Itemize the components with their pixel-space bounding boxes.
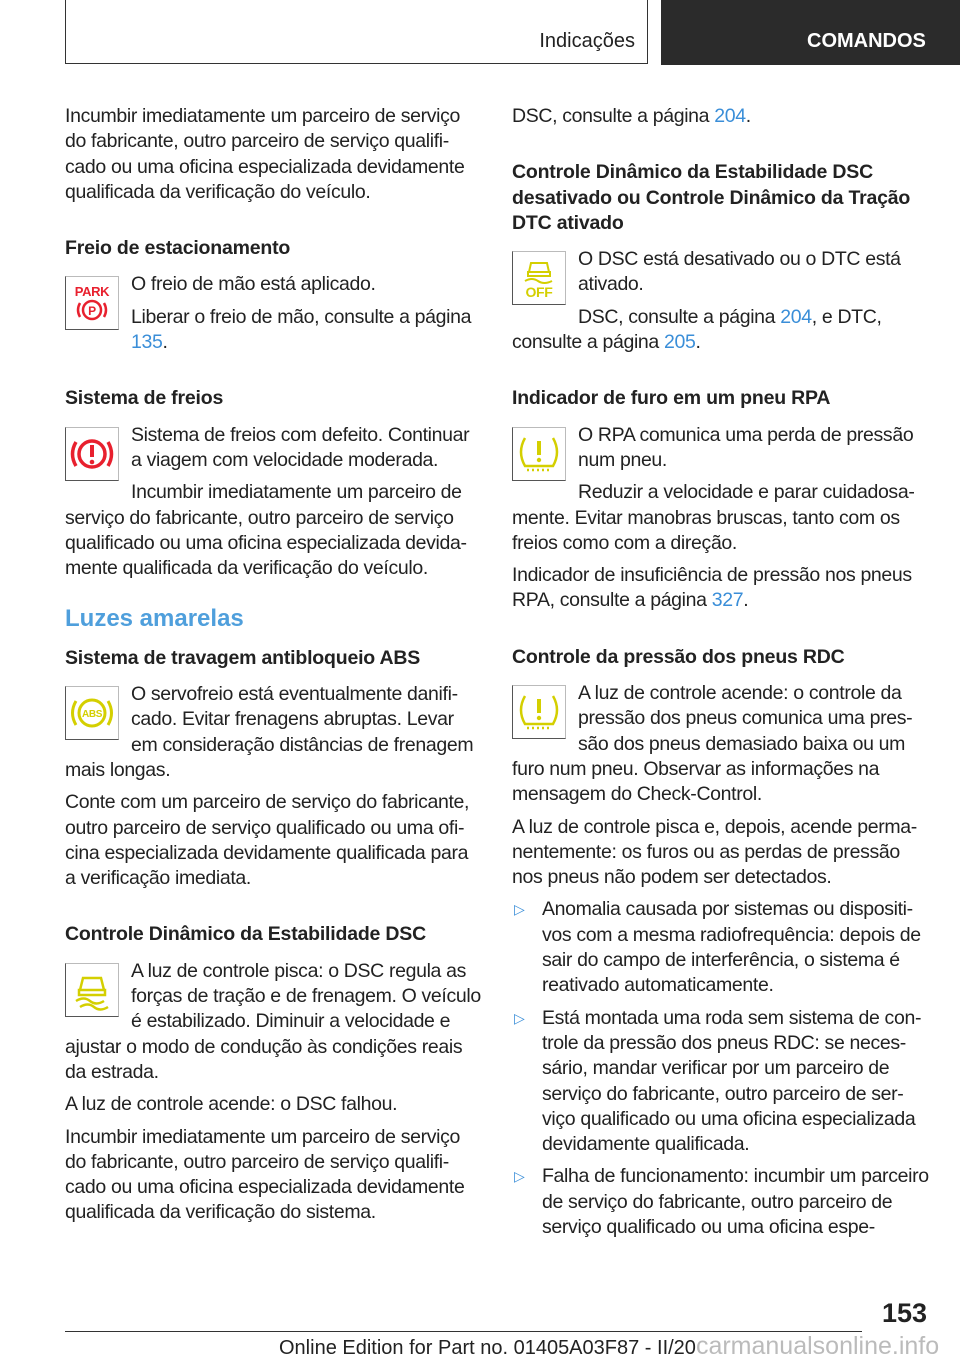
section-title: Indicações [539,30,635,52]
right-intro [512,104,930,136]
intro-paragraph [65,104,483,212]
page-link[interactable]: 135 [131,331,163,354]
section-heading: Freio de estacionamento [65,237,291,260]
dsc-icon [65,963,119,1017]
brakes-section [65,386,483,588]
right-column [512,104,930,1247]
paragraph: Incumbir imediatamente um parceiro de serviço do fabricante, outro parceiro de serviço qualificado ou uma oficina especializada devidamente qualificada da verificação do veículo. [65,105,465,203]
left-column [65,104,483,1233]
section-heading: Controle Dinâmico da Estabilidade DSC desativado ou Controle Dinâmico da Tração DTC ativado [512,161,911,234]
list-item: ▷ Está montada uma roda sem sistema de controle da pressão dos pneus RDC: se necessário, mandar verificar por um parceiro de serviço do fabricante, outro parceiro de serviço qualificado ou uma oficina especializada devidamente qualificada. [514,1006,922,1156]
page-link[interactable]: 204 [714,105,746,127]
paragraph: O RPA comunica uma perda de pressão num pneu. [578,423,914,471]
tire-pressure-icon [512,427,566,481]
park-section [65,236,483,362]
yellow-lights-heading-wrap [65,606,483,631]
paragraph: Incumbir imediatamente um parceiro de serviço do fabricante, outro parceiro de serviço qualificado ou uma oficina especializada devidamente qualificada da verificação do sistema. [65,1125,465,1224]
park-brake-icon [65,276,119,330]
svg-text:PARK: PARK [74,284,110,300]
paragraph: A luz de controle pisca: o DSC regula as forças de tração e de frenagem. O veículo é estabilizado. Diminuir a velocidade e ajustar o modo de condução às condições reais da estrada. [65,959,481,1083]
chapter-heading: Luzes amarelas [65,606,244,632]
watermark: carmanualsonline.info [695,1332,940,1360]
triangle-bullet-icon: ▷ [514,1009,525,1026]
section-heading: Sistema de travagem antibloqueio ABS [65,646,421,669]
paragraph: A luz de controle acende: o DSC falhou. [65,1093,398,1116]
paragraph: DSC, consulte a página 204. [512,105,751,127]
list-item: ▷ Anomalia causada por sistemas ou dispositivos com a mesma radiofrequência: depois de sair do campo de interferência, o sistema é reativado automaticamente. [514,898,921,997]
section-heading: Controle da pressão dos pneus RDC [512,645,845,668]
paragraph: Liberar o freio de mão, consulte a página 135. [131,305,472,354]
tire-pressure-icon [512,685,566,739]
paragraph: Conte com um parceiro de serviço do fabricante, outro parceiro de serviço qualificado ou uma oficina especializada devidamente qualificada para a verificação imediata. [65,791,470,890]
dsc-off-section [512,160,930,362]
rdc-section [512,645,930,1248]
paragraph: DSC, consulte a página 204, e DTC, consulte a página 205. [512,305,882,354]
paragraph: Sistema de freios com defeito. Continuar a viagem com velocidade moderada. [131,423,470,471]
rpa-section [512,386,930,620]
page-link[interactable]: 204 [780,305,812,328]
abs-icon [65,686,119,740]
paragraph: Indicador de insuficiência de pressão nos pneus RPA, consulte a página 327. [512,564,912,612]
triangle-bullet-icon: ▷ [514,1168,525,1185]
svg-text:P: P [88,304,96,319]
abs-section [65,646,483,899]
paragraph: Incumbir imediatamente um parceiro de serviço do fabricante, outro parceiro de serviço qualificado ou uma oficina especializada devidamente qualificada da verificação do veículo. [65,481,467,580]
svg-text:ABS: ABS [81,709,103,721]
chapter-tab: COMANDOS [661,0,960,65]
section-heading: Controle Dinâmico da Estabilidade DSC [65,923,426,946]
paragraph: A luz de controle acende: o controle da pressão dos pneus comunica uma pressão dos pneus demasiado baixa ou um furo num pneu. Observar as informações na mensagem do Check-Control. [512,682,913,806]
paragraph: O servofreio está eventualmente danificado. Evitar frenagens abruptas. Levar em consideração distâncias de frenagem mais longas. [65,683,474,781]
dsc-section [65,922,483,1232]
bullet-list [512,897,930,1240]
svg-text:OFF: OFF [525,284,553,301]
paragraph: A luz de controle pisca e, depois, acende permanentemente: os furos ou as perdas de pressão nos pneus não podem ser detectados. [512,815,918,889]
list-item: ▷ Falha de funcionamento: incumbir um parceiro de serviço do fabricante, outro parceiro de serviço qualificado ou uma oficina espe- [514,1165,929,1238]
page-number: 153 [882,1298,928,1328]
footer-text [279,1333,939,1361]
paragraph: Reduzir a velocidade e parar cuidadosamente. Evitar manobras bruscas, tanto com os freios como com a direção. [512,481,915,554]
dsc-off-icon [512,251,566,305]
triangle-bullet-icon: ▷ [514,901,525,918]
section-heading: Indicador de furo em um pneu RPA [512,387,831,410]
page-link[interactable]: 205 [664,331,696,354]
paragraph: O freio de mão está aplicado. [131,273,376,296]
paragraph: O DSC está desativado ou o DTC está ativado. [578,248,901,296]
section-heading: Sistema de freios [65,387,224,410]
edition-text: Online Edition for Part no. 01405A03F87 - II/20 [279,1337,696,1359]
page-link[interactable]: 327 [711,589,744,612]
brake-warning-icon [65,427,119,481]
